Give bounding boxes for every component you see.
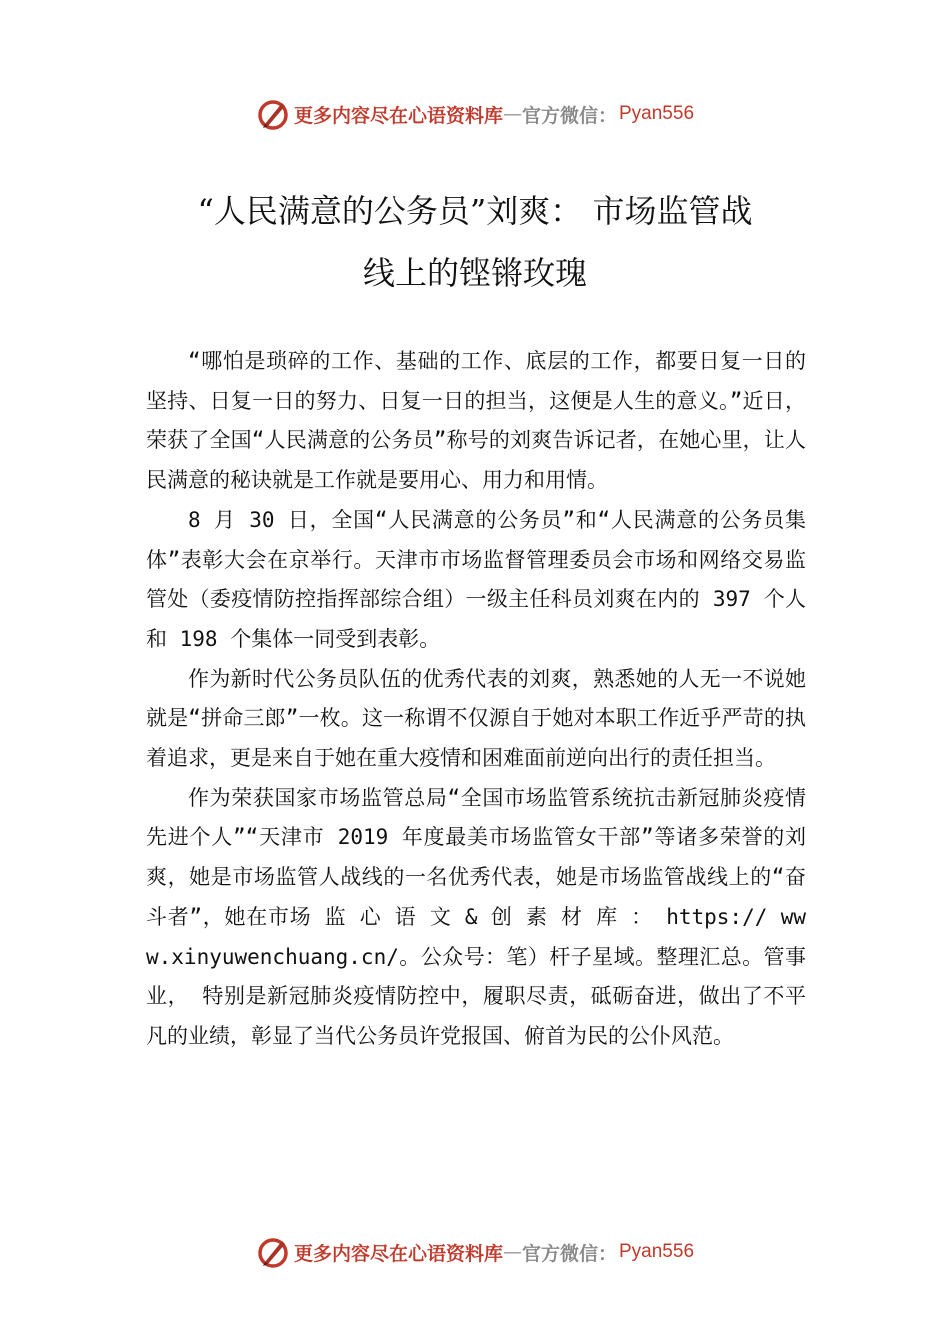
article-paragraph: “哪怕是琐碎的工作、基础的工作、底层的工作，都要日复一日的坚持、日复一日的努力、日复一日的担当，这便是人生的意义。”近日，荣获了全国“人民满意的公务员”称号的刘爽告诉记者，在她心里，让人民满意的秘诀就是工作就是要用心、用力和用情。 bbox=[146, 349, 806, 493]
quill-pen-logo-icon bbox=[256, 97, 290, 131]
banner-account-id: Pyan556 bbox=[619, 103, 695, 124]
article-paragraph: 作为新时代公务员队伍的优秀代表的刘爽，熟悉她的人无一不说她就是“拼命三郎”一枚。这一称谓不仅源自于她对本职工作近乎严苛的执着追求，更是来自于她在重大疫情和困难面前逆向出行的责任担当。 bbox=[146, 666, 806, 771]
banner-wechat-label: 官方微信： bbox=[521, 104, 617, 127]
article-paragraph: 8 月 30 日，全国“人民满意的公务员”和“人民满意的公务员集体”表彰大会在京举行。天津市市场监督管理委员会市场和网络交易监管处（委疫情防控指挥部综合组）一级主任科员刘爽在内的 397 个人和 198 个集体一同受到表彰。 bbox=[146, 507, 806, 651]
footer-banner bbox=[0, 1232, 950, 1272]
banner-brand-text: 更多内容尽在心语资料库 bbox=[293, 104, 503, 127]
article-title-line-2: 线上的铿锵玫瑰 bbox=[362, 254, 587, 292]
article-title-line-1: “人民满意的公务员”刘爽： 市场监管战 bbox=[197, 192, 753, 230]
banner-account-id: Pyan556 bbox=[619, 1241, 695, 1262]
article-paragraph: 作为荣获国家市场监管总局“全国市场监管系统抗击新冠肺炎疫情先进个人”“天津市 2019 年度最美市场监管女干部”等诸多荣誉的刘爽，她是市场监管人战线的一名优秀代表，她是市场监管战线上的“奋斗者”，她在市场 监 心 语 文 & 创 素 材 库 ： https:// www.xinyuwenchuang.cn/。公众号：笔）杆子星域。整理汇总。管事业， 特别是新冠肺炎疫情防控中，履职尽责，砥砺奋进，做出了不平凡的业绩，彰显了当代公务员许党报国、俯首为民的公仆风范。 bbox=[146, 785, 806, 1048]
banner-wechat-label: 官方微信： bbox=[521, 1242, 617, 1265]
banner-separator: — bbox=[502, 103, 522, 125]
quill-pen-logo-icon bbox=[256, 1235, 290, 1269]
header-banner bbox=[0, 94, 950, 134]
article-title bbox=[130, 180, 820, 304]
banner-separator: — bbox=[502, 1241, 522, 1263]
article-body bbox=[146, 342, 806, 1057]
banner-brand-text: 更多内容尽在心语资料库 bbox=[293, 1242, 503, 1265]
